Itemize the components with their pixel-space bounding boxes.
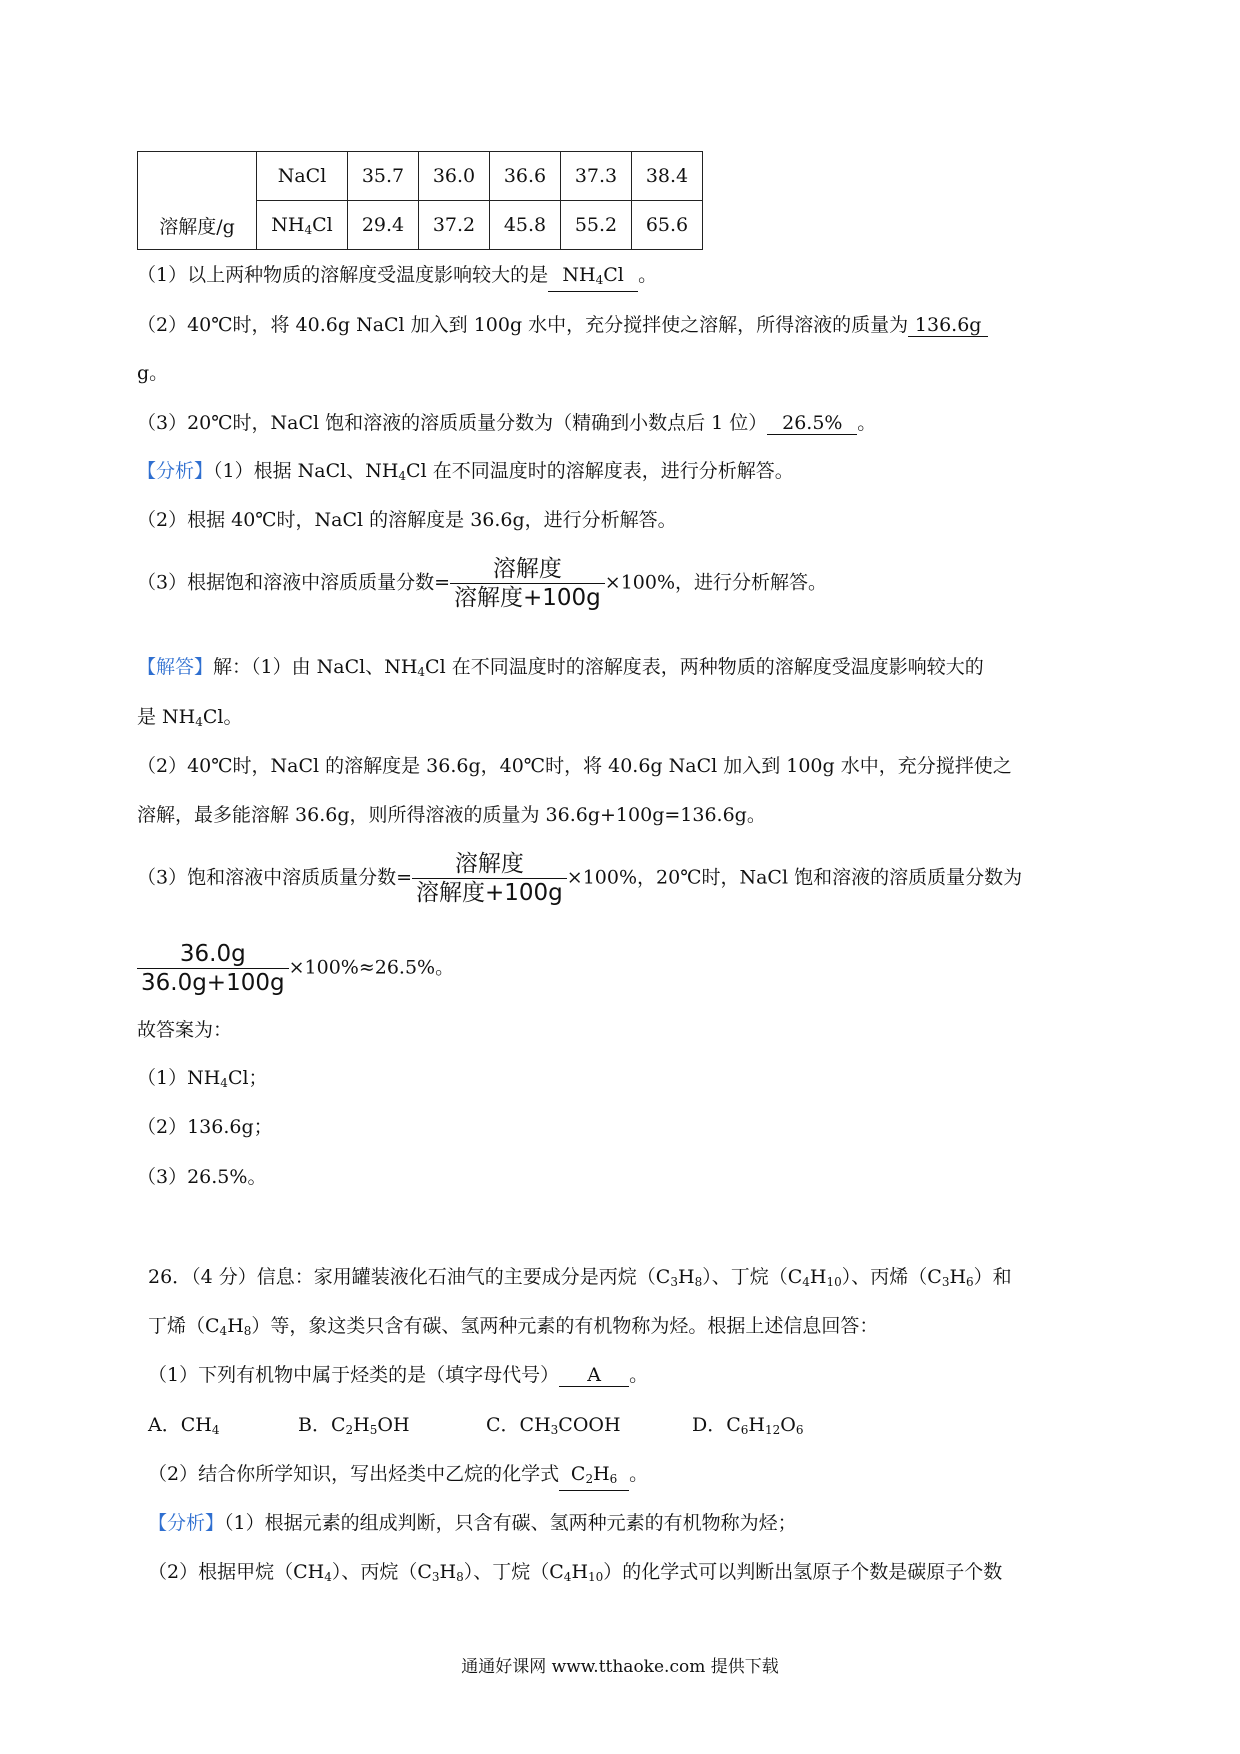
answer-blank: A	[559, 1364, 629, 1387]
answer-blank: $NH_4Cl$	[548, 264, 638, 292]
table-cell: 35.7	[348, 152, 419, 201]
table-cell: 29.4	[348, 201, 419, 250]
final-answer-2: （2）136.6g；	[137, 1116, 273, 1138]
answer-blank: $C_2H_6$	[559, 1463, 629, 1491]
option-b: B．$C_2H_5OH$	[298, 1414, 410, 1437]
option-d: D．$C_6H_{12}O_6$	[692, 1414, 804, 1437]
solubility-table	[137, 151, 703, 250]
formula-fraction: $\frac{\text{溶解度}}{\text{溶解度+100g}}$	[412, 850, 567, 907]
row-label: 溶解度/g	[138, 152, 257, 250]
option-a: A．$CH_4$	[148, 1414, 220, 1437]
analysis-tag: 【分析】	[137, 460, 214, 482]
question-26-sub-2: （2）结合你所学知识，写出烃类中乙烷的化学式 $C_2H_6$ 。	[148, 1459, 648, 1491]
solution-line-1: 【解答】解：（1）由 NaCl、$NH_4Cl$ 在不同温度时的溶解度表，两种物质的溶解度受温度影响较大的	[137, 656, 984, 679]
table-cell: 36.6	[490, 152, 561, 201]
final-answer-label: 故答案为：	[137, 1019, 233, 1041]
question-2: （2）40℃时，将 40.6g NaCl 加入到 100g 水中，充分搅拌使之溶解，所得溶液的质量为 136.6g	[137, 310, 988, 337]
solution-line-6: $\frac{36.0g}{36.0g+100g}$ ×100%≈26.5%。	[137, 940, 454, 997]
analysis-line-3: （3）根据饱和溶液中溶质质量分数= $\frac{\text{溶解度}}{\text{溶解度+100g}}$ ×100%，进行分析解答。	[137, 556, 828, 611]
table-cell: 55.2	[561, 201, 632, 250]
table-cell: 38.4	[632, 152, 703, 201]
question-26-line-2: 丁烯$(C_4H_8)$等，象这类只含有碳、氢两种元素的有机物称为烃。根据上述信息回答：	[148, 1315, 879, 1338]
solution-line-3: （2）40℃时，NaCl 的溶解度是 36.6g，40℃时，将 40.6g NaCl 加入到 100g 水中，充分搅拌使之	[137, 755, 1012, 777]
solution-line-2: 是 $NH_4Cl$。	[137, 706, 243, 729]
analysis-26-line-1: 【分析】（1）根据元素的组成判断，只含有碳、氢两种元素的有机物称为烃；	[148, 1512, 797, 1534]
table-cell: 37.2	[419, 201, 490, 250]
question-26-line-1: 26．（4 分）信息：家用罐装液化石油气的主要成分是丙烷$(C_3H_8)$、丁烷$(C_4H_{10})$、丙烯$(C_3H_6)$和	[148, 1266, 1012, 1289]
page-footer: 通通好课网 www.tthaoke.com 提供下载	[461, 1657, 779, 1677]
option-c: C．$CH_3COOH$	[486, 1414, 621, 1437]
substance-name: $NH_4Cl$	[257, 201, 348, 250]
question-1: （1）以上两种物质的溶解度受温度影响较大的是 $NH_4Cl$ 。	[137, 260, 657, 292]
question-26-sub-1: （1）下列有机物中属于烃类的是（填字母代号） A 。	[148, 1364, 649, 1386]
analysis-line-2: （2）根据 40℃时，NaCl 的溶解度是 36.6g，进行分析解答。	[137, 509, 677, 531]
table-cell: 36.0	[419, 152, 490, 201]
table-cell: 37.3	[561, 152, 632, 201]
solution-line-4: 溶解，最多能溶解 36.6g，则所得溶液的质量为 36.6g+100g=136.6g。	[137, 804, 766, 826]
table-cell: 45.8	[490, 201, 561, 250]
analysis-tag: 【分析】	[148, 1512, 225, 1534]
table-row	[138, 152, 703, 201]
question-2-cont: g。	[137, 362, 169, 384]
question-3: （3）20℃时，NaCl 饱和溶液的溶质质量分数为（精确到小数点后 1 位） 26.5% 。	[137, 412, 877, 434]
analysis-26-line-2: （2）根据甲烷$(CH_4)$、丙烷$(C_3H_8)$、丁烷$(C_4H_{10})$的化学式可以判断出氢原子个数是碳原子个数	[148, 1561, 1003, 1584]
table-cell: 65.6	[632, 201, 703, 250]
substance-name: NaCl	[257, 152, 348, 201]
final-answer-1: $(1)NH_4Cl$；	[137, 1067, 268, 1090]
final-answer-3: （3）26.5%。	[137, 1166, 267, 1188]
calc-fraction: $\frac{36.0g}{36.0g+100g}$	[137, 940, 289, 997]
solution-tag: 【解答】	[137, 656, 214, 678]
answer-blank: 136.6g	[908, 314, 988, 337]
solution-line-5: （3）饱和溶液中溶质质量分数= $\frac{\text{溶解度}}{\text{溶解度+100g}}$ ×100%，20℃时，NaCl 饱和溶液的溶质质量分数为	[137, 851, 1023, 906]
formula-fraction: $\frac{\text{溶解度}}{\text{溶解度+100g}}$	[450, 555, 605, 612]
analysis-line-1: 【分析】（1）根据 NaCl、$NH_4Cl$ 在不同温度时的溶解度表，进行分析解答。	[137, 460, 794, 483]
answer-blank: 26.5%	[767, 412, 857, 435]
